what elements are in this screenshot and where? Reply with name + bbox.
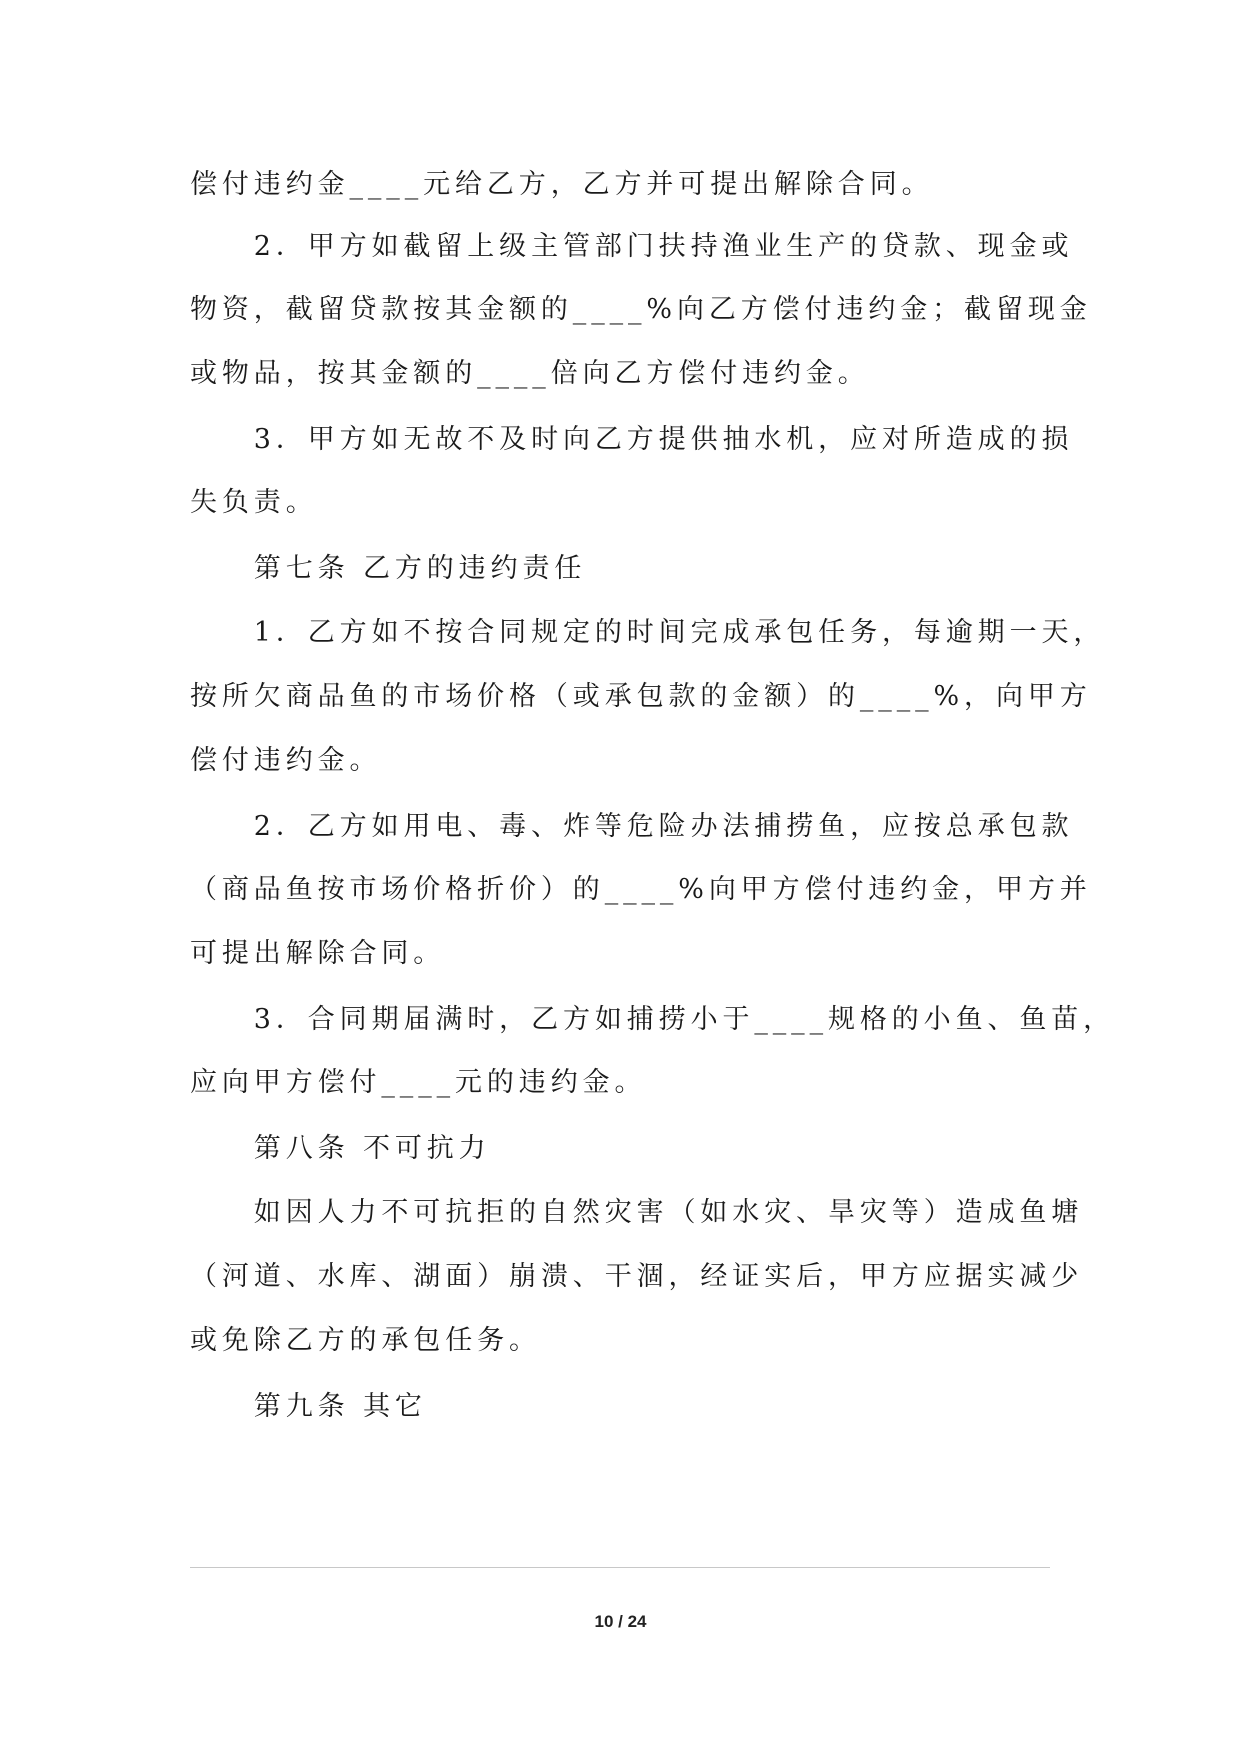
page-number: 10 / 24 [594, 1612, 647, 1631]
section-heading: 第八条 不可抗力 [190, 1133, 491, 1164]
text-line: 1．乙方如不按合同规定的时间完成承包任务，每逾期一天， [190, 617, 1106, 648]
text-line: 2．甲方如截留上级主管部门扶持渔业生产的贷款、现金或 [190, 231, 1074, 262]
text-line: 可提出解除合同。 [190, 938, 446, 969]
text-line: 2．乙方如用电、毒、炸等危险办法捕捞鱼，应按总承包款 [190, 811, 1074, 842]
text-line: 物资，截留贷款按其金额的____%向乙方偿付违约金；截留现金 [190, 294, 1092, 325]
section-heading: 第七条 乙方的违约责任 [190, 553, 587, 584]
text-line: 失负责。 [190, 487, 318, 518]
text-line: 或免除乙方的承包任务。 [190, 1325, 541, 1356]
text-line: 偿付违约金____元给乙方，乙方并可提出解除合同。 [190, 169, 934, 200]
section-heading: 第九条 其它 [190, 1391, 427, 1422]
text-line: （商品鱼按市场价格折价）的____%向甲方偿付违约金，甲方并 [190, 874, 1092, 905]
text-line: 或物品，按其金额的____倍向乙方偿付违约金。 [190, 358, 870, 389]
text-line: 如因人力不可抗拒的自然灾害（如水灾、旱灾等）造成鱼塘 [190, 1197, 1084, 1228]
text-line: 3．甲方如无故不及时向乙方提供抽水机，应对所造成的损 [190, 424, 1074, 455]
text-line: 按所欠商品鱼的市场价格（或承包款的金额）的____%，向甲方 [190, 681, 1092, 712]
text-line: 3．合同期届满时，乙方如捕捞小于____规格的小鱼、鱼苗， [190, 1004, 1116, 1035]
footer-divider [190, 1567, 1050, 1568]
text-line: 应向甲方偿付____元的违约金。 [190, 1067, 647, 1098]
text-line: （河道、水库、湖面）崩溃、干涸，经证实后，甲方应据实减少 [190, 1261, 1084, 1292]
text-line: 偿付违约金。 [190, 745, 382, 776]
